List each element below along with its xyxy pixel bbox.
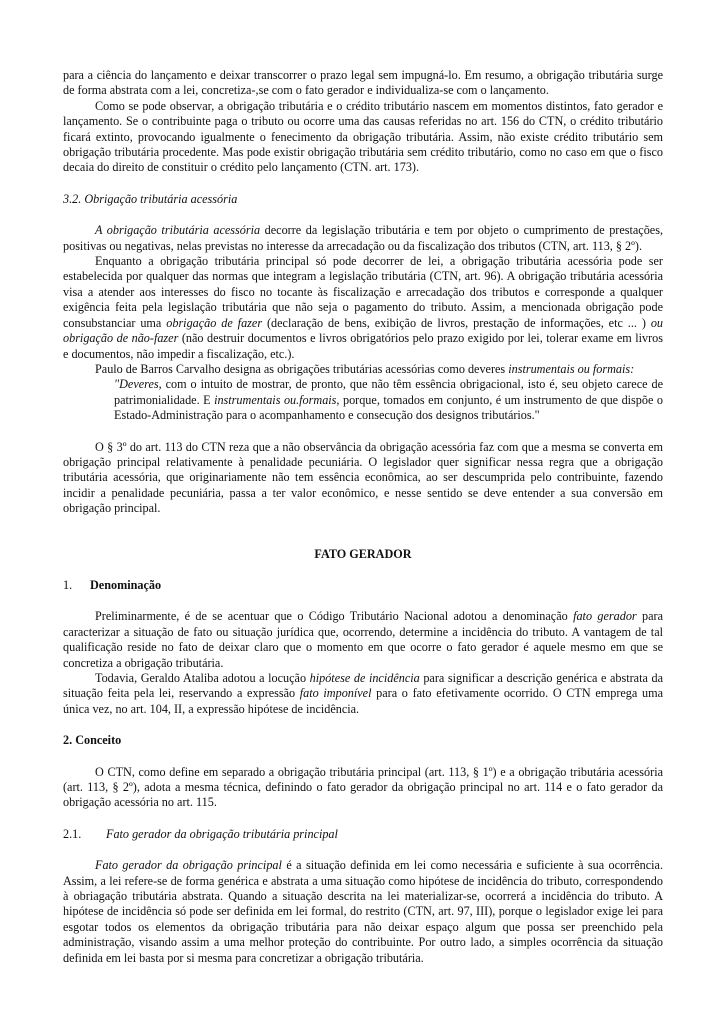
emphasis: instrumentais ou.formais xyxy=(214,392,337,407)
heading-number: 1. xyxy=(63,577,73,592)
paragraph-fato-gerador-principal: Fato gerador da obrigação principal é a situação definida em lei como necessária e suficiente à sua ocorrência. Assim, a lei refere-se de forma genérica e abstrata a uma situação como hipótese de incidência do tributo, correspondendo à obriagação tributária abstrata. Quando a situação descrita na lei materializar-se, ocorrerá a incidência do tributo. A hipótese de incidência só pode ser definida em lei formal, do restrito (CTN, art. 97, III), porque o legislador exige lei para esgotar todos os elementos da obrigação tributária para não deixar espaço algum que possa ser preenchido pela administração, visando assim a uma melhor proteção do contribuinte. Por outro lado, a simples ocorrência da situação definida em lei basta por si mesma para concretizar a obrigação tributária. xyxy=(63,858,664,965)
paragraph-ataliba: Todavia, Geraldo Ataliba adotou a locução hipótese de incidência para significar a descrição genérica e abstrata da situação feita pela lei, reservando a expressão fato imponível para o fato efetivamente ocorrido. O CTN emprega uma única vez, no art. 104, II, a expressão hipótese de incidência. xyxy=(63,671,663,716)
paragraph-intro: para a ciência do lançamento e deixar transcorrer o prazo legal sem impugná-lo. Em resumo, a obrigação tributária surge de forma abstrata com a lei, concretiza-,se com o fato gerador e individualiza-se com o lançamento. xyxy=(63,68,663,98)
heading-2-1: 2.1. Fato gerador da obrigação tributária principal xyxy=(63,826,338,841)
emphasis: ou obrigação de não-fazer xyxy=(63,315,663,346)
heading-number: 2.1. xyxy=(63,826,82,841)
section-heading-3-2: 3.2. Obrigação tributária acessória xyxy=(63,191,238,206)
paragraph-obligation-credit: Como se pode observar, a obrigação tributária e o crédito tributário nascem em momentos distintos, fato gerador e lançamento. Se o contribuinte paga o tributo ou ocorre uma das causas referidas no art. 156 do CTN, o crédito tributário ficará extinto, provocando igualmente o fenecimento da obrigação tributária. Assim, não existe crédito tributário sem obrigação tributária procedente. Mas pode existir obrigação tributária sem crédito tributário, como no caso em que o fisco decaia do direito de constituir o crédito pelo lançamento (CTN. art. 173). xyxy=(63,98,663,175)
paragraph-denominacao: Preliminarmente, é de se acentuar que o Código Tributário Nacional adotou a denominação fato gerador para caracterizar a situação de fato ou situação jurídica que, ocorrendo, determine a incidência do tributo. A vantagem de tal qualificação reside no fato de deixar claro que o momento em que ocorre o fato gerador é aquele mesmo em que se concretiza a obrigação tributária. xyxy=(63,609,663,670)
heading-conceito: 2. Conceito xyxy=(63,733,122,748)
emphasis: obrigação de fazer xyxy=(166,315,263,330)
document-page xyxy=(63,68,663,966)
emphasis: fato imponível xyxy=(299,686,372,701)
block-quote: "Deveres, com o intuito de mostrar, de pronto, que não têm essência obrigacional, isto é, seu objeto carece de patrimonialidade. E instrumentais ou.formais, porque, tomados em conjunto, é um instrumento de que dispõe o Estado-Administração para o acompanhamento e consecução dos designos tributários." xyxy=(114,377,663,423)
paragraph-article-113: O § 3º do art. 113 do CTN reza que a não observância da obrigação acessória faz com que a mesma se converta em obrigação principal relativamente à penalidade pecuniária. O legislador quer significar nessa regra que a obrigação tributária acessória, que originariamente não tem essência econômica, ao ser descumprida pelo contribuinte, fazendo incidir a penalidade pecuniária, passa a ter valor econômico, e nesse sentido se deve entender a sua conversão em obrigação principal. xyxy=(63,439,663,516)
emphasis: instrumentais ou formais: xyxy=(508,361,635,376)
emphasis: hipótese de incidência xyxy=(309,671,420,685)
emphasis: A obrigação tributária acessória xyxy=(95,223,261,238)
emphasis: Fato gerador da obrigação principal xyxy=(95,858,282,873)
paragraph-carvalho: Paulo de Barros Carvalho designa as obrigações tributárias acessórias como deveres instrumentais ou formais: xyxy=(95,361,635,376)
emphasis: "Deveres, xyxy=(114,377,162,392)
paragraph-accessory-definition: A obrigação tributária acessória decorre da legislação tributária e tem por objeto o cumprimento de prestações, positivas ou negativas, nelas previstas no interesse da arrecadação ou da fiscalização dos tributos (CTN, art. 113, § 2º). xyxy=(63,223,663,253)
emphasis: fato gerador xyxy=(573,609,637,624)
heading-denominacao: 1. Denominação xyxy=(63,577,162,592)
paragraph-conceito: O CTN, como define em separado a obrigação tributária principal (art. 113, § 1º) e a obrigação tributária acessória (art. 113, § 2º), adota a mesma técnica, definindo o fato gerador da obrigação principal no art. 114 e o fato gerador da obrigação acessória no art. 115. xyxy=(63,764,663,810)
paragraph-accessory-norms: Enquanto a obrigação tributária principal só pode decorrer de lei, a obrigação tributária acessória pode ser estabelecida por qualquer das normas que integram a legislação tributária (CTN, art. 96). A obrigação tributária acessória visa a atender aos interesses do fisco no tocante às fiscalização e arrecadação dos tributos e corresponde a qualquer exigência feita pela legislação tributária que não seja o pagamento do tributo. Assim, a mencionada obrigação pode consubstanciar uma obrigação de fazer (declaração de bens, exibição de livros, prestação de informações, etc ... ) ou obrigação de não-fazer (não destruir documentos e livros obrigatórios pelo prazo exigido por lei, tolerar exame em livros e documentos, não impedir a fiscalização, etc.). xyxy=(63,254,663,361)
chapter-title: FATO GERADOR xyxy=(314,546,412,561)
